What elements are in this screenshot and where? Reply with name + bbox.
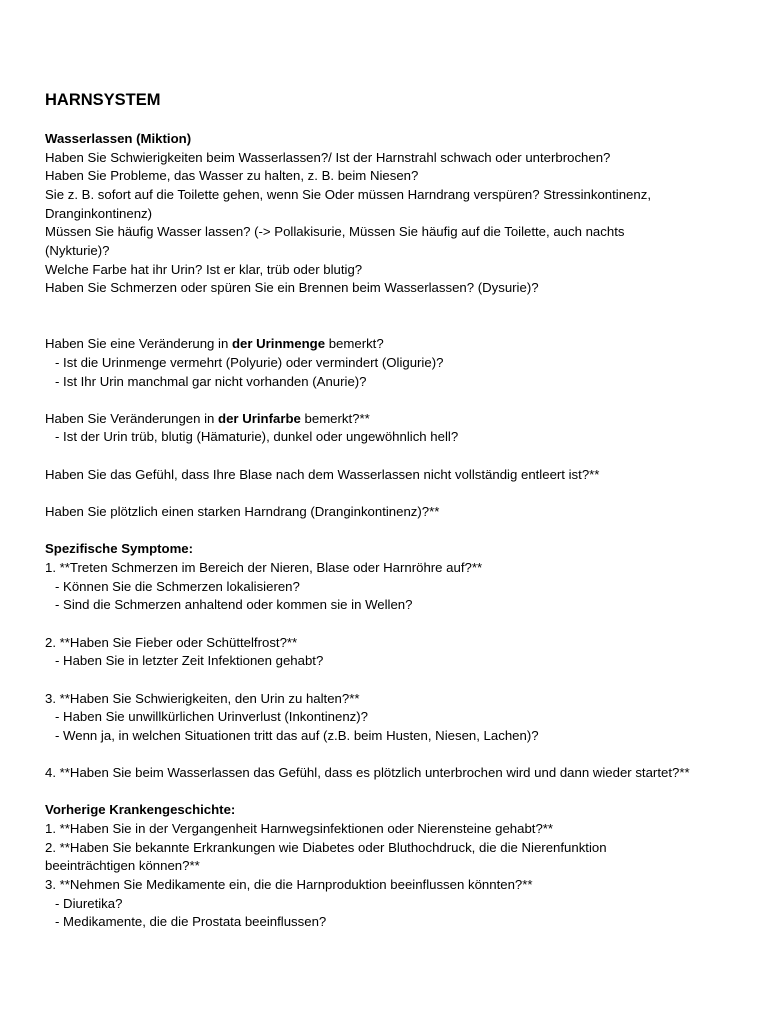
document-body [45, 130, 745, 932]
section-heading-symptome [45, 540, 745, 559]
paragraph-line: Sie z. B. sofort auf die Toilette gehen, wenn Sie Oder müssen Harndrang verspüren? Stressinkontinenz, [45, 186, 651, 202]
question-blase: Haben Sie das Gefühl, dass Ihre Blase nach dem Wasserlassen nicht vollständig entleert ist?** [45, 466, 600, 482]
paragraph-line: Müssen Sie häufig Wasser lassen? (-> Pollakisurie, Müssen Sie häufig auf die Toilette, auch nachts [45, 224, 625, 240]
history-item: beeinträchtigen können?** [45, 858, 200, 874]
question-text: Haben Sie Veränderungen in [45, 410, 219, 426]
section-symptome [45, 540, 745, 782]
heading-colon: : [188, 541, 194, 557]
history-item: 3. **Nehmen Sie Medikamente ein, die die Harnproduktion beeinflussen könnten?** [45, 877, 533, 893]
section-heading-krankengeschichte [45, 801, 745, 820]
sub-question: - Haben Sie unwillkürlichen Urinverlust (Inkontinenz)? [55, 709, 368, 725]
section-krankengeschichte [45, 801, 745, 932]
question-harndrang: Haben Sie plötzlich einen starken Harndrang (Dranginkontinenz)?** [45, 504, 440, 520]
question-emphasis: der Urinmenge [231, 336, 326, 352]
paragraph-line: Dranginkontinenz) [45, 205, 153, 221]
sub-question: - Ist die Urinmenge vermehrt (Polyurie) oder vermindert (Oligurie)? [55, 354, 444, 370]
sub-question: - Diuretika? [55, 895, 123, 911]
section-miktion [45, 130, 745, 298]
document-title: HARNSYSTEM [45, 91, 161, 109]
sub-question: - Wenn ja, in welchen Situationen tritt das auf (z.B. beim Husten, Niesen, Lachen)? [55, 727, 539, 743]
question-text: Haben Sie eine Veränderung in [45, 336, 232, 352]
sub-question: - Medikamente, die die Prostata beeinflussen? [55, 914, 327, 930]
heading-text: Vorherige Krankengeschichte [45, 802, 231, 818]
paragraph-line: (Nykturie)? [45, 242, 110, 258]
section-urinmenge [45, 335, 745, 391]
section-heading-miktion: Wasserlassen (Miktion) [45, 131, 192, 146]
paragraph-line: Haben Sie Schmerzen oder spüren Sie ein Brennen beim Wasserlassen? (Dysurie)? [45, 280, 539, 296]
symptom-item: 2. **Haben Sie Fieber oder Schüttelfrost?** [45, 634, 298, 650]
symptom-item: 1. **Treten Schmerzen im Bereich der Nieren, Blase oder Harnröhre auf?** [45, 560, 483, 576]
question-urinmenge [45, 335, 745, 354]
symptom-item: 4. **Haben Sie beim Wasserlassen das Gefühl, dass es plötzlich unterbrochen wird und dann wieder startet?** [45, 765, 690, 781]
sub-question: - Haben Sie in letzter Zeit Infektionen gehabt? [55, 653, 324, 669]
question-text: bemerkt?** [300, 410, 370, 426]
paragraph-line: Haben Sie Probleme, das Wasser zu halten, z. B. beim Niesen? [45, 168, 419, 184]
history-item: 2. **Haben Sie bekannte Erkrankungen wie Diabetes oder Bluthochdruck, die die Nierenfunktion [45, 839, 607, 855]
sub-question: - Ist der Urin trüb, blutig (Hämaturie), dunkel oder ungewöhnlich hell? [55, 429, 459, 445]
question-text: bemerkt? [325, 336, 384, 352]
paragraph-line: Welche Farbe hat ihr Urin? Ist er klar, trüb oder blutig? [45, 261, 363, 277]
section-urinfarbe [45, 410, 745, 447]
sub-question: - Können Sie die Schmerzen lokalisieren? [55, 578, 300, 594]
heading-text: Spezifische Symptome [45, 541, 189, 557]
heading-colon: : [230, 802, 236, 818]
question-emphasis: der Urinfarbe [218, 410, 301, 426]
question-urinfarbe [45, 410, 745, 429]
paragraph-line: Haben Sie Schwierigkeiten beim Wasserlassen?/ Ist der Harnstrahl schwach oder unterbrochen? [45, 149, 611, 165]
symptom-item: 3. **Haben Sie Schwierigkeiten, den Urin zu halten?** [45, 690, 360, 706]
sub-question: - Ist Ihr Urin manchmal gar nicht vorhanden (Anurie)? [55, 373, 367, 389]
sub-question: - Sind die Schmerzen anhaltend oder kommen sie in Wellen? [55, 597, 413, 613]
history-item: 1. **Haben Sie in der Vergangenheit Harnwegsinfektionen oder Nierensteine gehabt?** [45, 821, 554, 837]
